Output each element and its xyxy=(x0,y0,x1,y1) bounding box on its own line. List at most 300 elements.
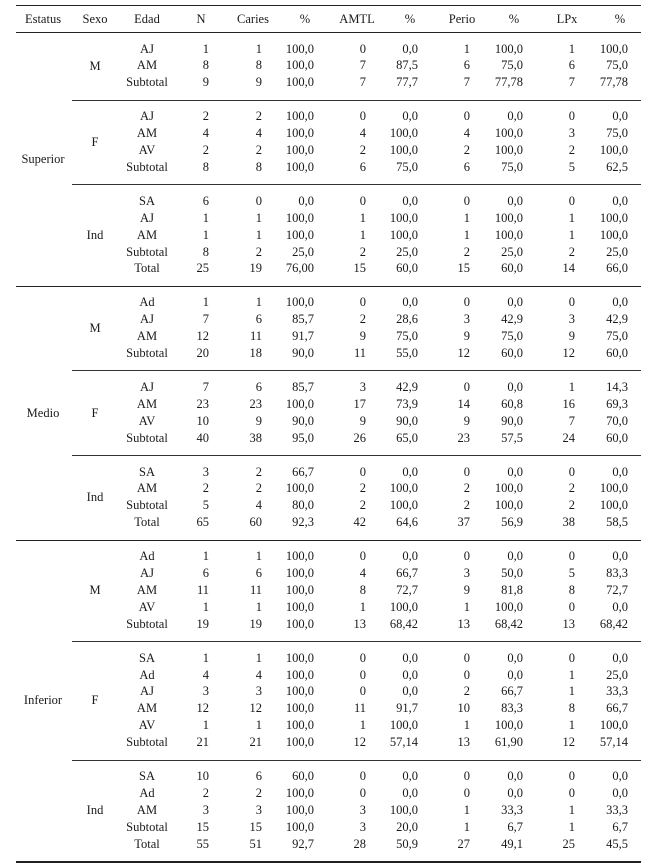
edad-cell: SA xyxy=(139,193,155,208)
value-cell-lpx: 1 xyxy=(568,210,575,225)
value-cell-perio: 1 xyxy=(463,718,470,733)
value-cell-lpx: 2 xyxy=(568,481,575,496)
edad-cell: AJ xyxy=(140,109,154,124)
edad-cell: Subtotal xyxy=(126,735,168,750)
value-cell-p1: 100,0 xyxy=(285,701,314,716)
value-cell-amtl: 0 xyxy=(359,769,366,783)
value-cell-perio: 2 xyxy=(463,143,470,157)
edad-cell: AM xyxy=(136,582,158,597)
value-cell-perio: 12 xyxy=(457,346,470,360)
value-cell-perio: 0 xyxy=(463,769,470,783)
value-cell-p1: 85,7 xyxy=(292,312,314,327)
value-cell-p1: 100,0 xyxy=(285,227,314,242)
value-cell-amtl: 0 xyxy=(359,41,366,56)
value-cell-n: 5 xyxy=(202,498,209,513)
sexo-label: F xyxy=(91,135,99,149)
value-cell-amtl: 0 xyxy=(359,193,366,208)
value-cell-p2: 57,14 xyxy=(389,735,418,750)
value-cell-n: 12 xyxy=(196,329,209,344)
value-cell-p2: 50,9 xyxy=(396,836,418,851)
edad-cell: Ad xyxy=(139,785,155,800)
edad-cell: Subtotal xyxy=(126,498,168,513)
value-cell-caries: 23 xyxy=(249,396,262,411)
value-cell-p4: 6,7 xyxy=(612,819,628,834)
value-cell-p1: 100,0 xyxy=(285,126,314,141)
value-cell-n: 7 xyxy=(202,379,209,394)
value-cell-lpx: 12 xyxy=(562,735,575,750)
value-cell-p4: 100,0 xyxy=(599,481,628,496)
value-cell-p1: 100,0 xyxy=(285,58,314,73)
value-cell-n: 10 xyxy=(196,413,209,428)
value-cell-p1: 90,0 xyxy=(292,346,314,360)
value-cell-perio: 0 xyxy=(463,667,470,682)
value-cell-p2: 66,7 xyxy=(396,566,418,580)
value-cell-n: 19 xyxy=(196,616,209,631)
value-cell-perio: 1 xyxy=(463,599,470,614)
sexo-label: F xyxy=(91,693,99,708)
value-cell-caries: 1 xyxy=(255,210,262,225)
header-pct4: % xyxy=(614,12,626,26)
value-cell-lpx: 0 xyxy=(568,464,575,479)
value-cell-caries: 60 xyxy=(249,515,262,530)
value-cell-p2: 72,7 xyxy=(396,582,418,597)
value-cell-amtl: 2 xyxy=(359,481,366,496)
value-cell-perio: 0 xyxy=(463,650,470,665)
value-cell-p1: 100,0 xyxy=(285,802,314,817)
value-cell-p2: 100,0 xyxy=(389,498,418,513)
value-cell-n: 40 xyxy=(196,430,209,445)
edad-cell: SA xyxy=(139,464,155,479)
value-cell-amtl: 4 xyxy=(359,566,366,580)
value-cell-amtl: 0 xyxy=(359,785,366,800)
value-cell-amtl: 1 xyxy=(359,227,366,242)
value-cell-perio: 2 xyxy=(463,244,470,259)
value-cell-n: 7 xyxy=(202,312,209,327)
value-cell-amtl: 2 xyxy=(359,244,366,259)
value-cell-p4: 25,0 xyxy=(606,244,628,259)
value-cell-lpx: 8 xyxy=(568,582,575,597)
value-cell-amtl: 42 xyxy=(353,515,366,530)
value-cell-p4: 0,0 xyxy=(612,193,628,208)
header-perio: Perio xyxy=(448,12,476,26)
header-n: N xyxy=(196,12,206,26)
value-cell-lpx: 24 xyxy=(562,430,575,445)
value-cell-caries: 3 xyxy=(255,684,262,699)
value-cell-n: 21 xyxy=(196,735,209,750)
value-cell-perio: 10 xyxy=(457,701,470,716)
value-cell-p3: 100,0 xyxy=(494,126,523,141)
value-cell-caries: 15 xyxy=(249,819,262,834)
edad-cell: Subtotal xyxy=(126,430,168,445)
value-cell-perio: 23 xyxy=(457,430,470,445)
value-cell-p1: 76,00 xyxy=(285,261,314,276)
value-cell-p3: 6,7 xyxy=(507,819,523,834)
value-cell-p4: 62,5 xyxy=(606,159,628,174)
value-cell-amtl: 2 xyxy=(359,143,366,157)
value-cell-lpx: 1 xyxy=(568,667,575,682)
value-cell-perio: 0 xyxy=(463,193,470,208)
value-cell-perio: 0 xyxy=(463,379,470,394)
value-cell-n: 3 xyxy=(202,802,209,817)
value-cell-caries: 3 xyxy=(255,802,262,817)
value-cell-p4: 25,0 xyxy=(606,667,628,682)
value-cell-n: 12 xyxy=(196,701,209,716)
edad-cell: AJ xyxy=(140,684,154,699)
value-cell-lpx: 1 xyxy=(568,41,575,56)
value-cell-amtl: 28 xyxy=(353,836,366,851)
edad-cell: Ad xyxy=(139,295,155,310)
header-edad: Edad xyxy=(134,12,160,26)
value-cell-perio: 2 xyxy=(463,481,470,496)
value-cell-p2: 28,6 xyxy=(396,312,418,327)
value-cell-n: 1 xyxy=(202,227,209,242)
value-cell-p1: 100,0 xyxy=(285,667,314,682)
value-cell-p2: 100,0 xyxy=(389,718,418,733)
value-cell-p3: 56,9 xyxy=(501,515,523,530)
value-cell-p3: 83,3 xyxy=(501,701,523,716)
group-separator xyxy=(72,100,641,101)
value-cell-p4: 66,7 xyxy=(606,701,628,716)
value-cell-lpx: 5 xyxy=(568,566,575,580)
edad-cell: AM xyxy=(136,701,158,716)
value-cell-p1: 100,0 xyxy=(285,599,314,614)
value-cell-p4: 0,0 xyxy=(612,650,628,665)
value-cell-n: 6 xyxy=(202,566,209,580)
value-cell-amtl: 0 xyxy=(359,549,366,564)
value-cell-perio: 0 xyxy=(463,785,470,800)
value-cell-perio: 13 xyxy=(457,616,470,631)
edad-cell: AJ xyxy=(140,566,154,580)
value-cell-p2: 0,0 xyxy=(402,667,418,682)
header-lpx: LPx xyxy=(556,12,578,26)
value-cell-p3: 61,90 xyxy=(494,735,523,750)
value-cell-caries: 0 xyxy=(255,193,262,208)
value-cell-p2: 100,0 xyxy=(389,126,418,141)
value-cell-p2: 91,7 xyxy=(396,701,418,716)
value-cell-n: 3 xyxy=(202,464,209,479)
value-cell-p4: 100,0 xyxy=(599,227,628,242)
value-cell-perio: 1 xyxy=(463,819,470,834)
value-cell-p3: 60,0 xyxy=(501,346,523,360)
value-cell-lpx: 0 xyxy=(568,650,575,665)
value-cell-p4: 0,0 xyxy=(612,599,628,614)
sexo-label: Ind xyxy=(86,803,104,818)
value-cell-p3: 75,0 xyxy=(501,329,523,344)
value-cell-perio: 1 xyxy=(463,41,470,56)
value-cell-p3: 33,3 xyxy=(501,802,523,817)
value-cell-perio: 4 xyxy=(463,126,470,141)
value-cell-p2: 20,0 xyxy=(396,819,418,834)
value-cell-caries: 8 xyxy=(255,58,262,73)
value-cell-p1: 100,0 xyxy=(285,566,314,580)
edad-cell: Total xyxy=(134,515,160,530)
value-cell-p1: 100,0 xyxy=(285,718,314,733)
value-cell-n: 15 xyxy=(196,819,209,834)
value-cell-p3: 49,1 xyxy=(501,836,523,851)
edad-cell: AM xyxy=(136,396,158,411)
value-cell-amtl: 2 xyxy=(359,498,366,513)
value-cell-lpx: 9 xyxy=(568,329,575,344)
group-separator xyxy=(72,370,641,371)
value-cell-amtl: 7 xyxy=(359,75,366,90)
value-cell-perio: 3 xyxy=(463,566,470,580)
value-cell-p3: 57,5 xyxy=(501,430,523,445)
value-cell-p3: 0,0 xyxy=(507,193,523,208)
value-cell-p3: 100,0 xyxy=(494,41,523,56)
value-cell-p2: 0,0 xyxy=(402,193,418,208)
value-cell-perio: 27 xyxy=(457,836,470,851)
group-separator xyxy=(72,760,641,761)
header-pct2: % xyxy=(404,12,416,26)
value-cell-lpx: 6 xyxy=(568,58,575,73)
value-cell-p1: 100,0 xyxy=(285,549,314,564)
value-cell-amtl: 11 xyxy=(353,701,366,716)
group-separator xyxy=(72,641,641,642)
value-cell-caries: 21 xyxy=(249,735,262,750)
estatus-label: Inferior xyxy=(23,693,63,708)
value-cell-perio: 7 xyxy=(463,75,470,90)
value-cell-amtl: 11 xyxy=(353,346,366,360)
value-cell-amtl: 3 xyxy=(359,802,366,817)
value-cell-lpx: 3 xyxy=(568,312,575,327)
edad-cell: SA xyxy=(139,769,155,783)
value-cell-n: 2 xyxy=(202,785,209,800)
value-cell-caries: 2 xyxy=(255,464,262,479)
value-cell-p3: 60,0 xyxy=(501,261,523,276)
value-cell-p2: 77,7 xyxy=(396,75,418,90)
value-cell-p2: 0,0 xyxy=(402,295,418,310)
value-cell-amtl: 1 xyxy=(359,210,366,225)
value-cell-caries: 6 xyxy=(255,379,262,394)
value-cell-perio: 1 xyxy=(463,210,470,225)
value-cell-p4: 0,0 xyxy=(612,464,628,479)
value-cell-lpx: 2 xyxy=(568,244,575,259)
value-cell-amtl: 3 xyxy=(359,819,366,834)
value-cell-caries: 12 xyxy=(249,701,262,716)
value-cell-caries: 4 xyxy=(255,126,262,141)
value-cell-amtl: 7 xyxy=(359,58,366,73)
edad-cell: Subtotal xyxy=(126,244,168,259)
value-cell-perio: 0 xyxy=(463,464,470,479)
value-cell-amtl: 15 xyxy=(353,261,366,276)
value-cell-perio: 0 xyxy=(463,109,470,124)
value-cell-p4: 66,0 xyxy=(606,261,628,276)
value-cell-p4: 58,5 xyxy=(606,515,628,530)
bottom-rule xyxy=(16,861,641,863)
value-cell-p4: 77,78 xyxy=(599,75,628,90)
value-cell-lpx: 38 xyxy=(562,515,575,530)
value-cell-caries: 2 xyxy=(255,109,262,124)
value-cell-p2: 100,0 xyxy=(389,481,418,496)
value-cell-p2: 75,0 xyxy=(396,329,418,344)
value-cell-lpx: 0 xyxy=(568,785,575,800)
edad-cell: AV xyxy=(138,143,156,157)
edad-cell: AM xyxy=(136,227,158,242)
value-cell-p1: 100,0 xyxy=(285,109,314,124)
value-cell-caries: 19 xyxy=(249,616,262,631)
value-cell-amtl: 9 xyxy=(359,329,366,344)
value-cell-perio: 2 xyxy=(463,684,470,699)
value-cell-p4: 57,14 xyxy=(599,735,628,750)
value-cell-perio: 9 xyxy=(463,582,470,597)
value-cell-n: 11 xyxy=(196,582,209,597)
value-cell-p4: 100,0 xyxy=(599,498,628,513)
estatus-rule xyxy=(16,286,641,287)
value-cell-n: 8 xyxy=(202,58,209,73)
edad-cell: AV xyxy=(138,413,156,428)
value-cell-p3: 100,0 xyxy=(494,143,523,157)
value-cell-lpx: 0 xyxy=(568,549,575,564)
sexo-label: M xyxy=(89,58,101,73)
value-cell-p3: 0,0 xyxy=(507,295,523,310)
value-cell-p2: 0,0 xyxy=(402,785,418,800)
value-cell-perio: 0 xyxy=(463,549,470,564)
value-cell-p2: 0,0 xyxy=(402,684,418,699)
value-cell-p1: 60,0 xyxy=(292,769,314,783)
edad-cell: AV xyxy=(138,718,156,733)
value-cell-caries: 2 xyxy=(255,143,262,157)
value-cell-p3: 75,0 xyxy=(501,58,523,73)
value-cell-amtl: 1 xyxy=(359,718,366,733)
value-cell-n: 3 xyxy=(202,684,209,699)
value-cell-p3: 75,0 xyxy=(501,159,523,174)
value-cell-p3: 100,0 xyxy=(494,227,523,242)
value-cell-n: 1 xyxy=(202,41,209,56)
value-cell-p4: 0,0 xyxy=(612,109,628,124)
value-cell-p3: 100,0 xyxy=(494,481,523,496)
value-cell-p2: 25,0 xyxy=(396,244,418,259)
value-cell-lpx: 25 xyxy=(562,836,575,851)
value-cell-p3: 0,0 xyxy=(507,464,523,479)
edad-cell: AM xyxy=(136,329,158,344)
value-cell-p4: 100,0 xyxy=(599,210,628,225)
edad-cell: AV xyxy=(138,599,156,614)
value-cell-p2: 0,0 xyxy=(402,41,418,56)
value-cell-n: 4 xyxy=(202,126,209,141)
value-cell-p4: 75,0 xyxy=(606,329,628,344)
value-cell-lpx: 16 xyxy=(562,396,575,411)
value-cell-n: 20 xyxy=(196,346,209,360)
value-cell-p3: 0,0 xyxy=(507,650,523,665)
value-cell-amtl: 0 xyxy=(359,667,366,682)
value-cell-amtl: 17 xyxy=(353,396,366,411)
value-cell-caries: 1 xyxy=(255,227,262,242)
value-cell-p1: 100,0 xyxy=(285,785,314,800)
value-cell-p4: 100,0 xyxy=(599,718,628,733)
edad-cell: Subtotal xyxy=(126,616,168,631)
value-cell-p2: 100,0 xyxy=(389,802,418,817)
value-cell-caries: 11 xyxy=(249,582,262,597)
value-cell-p3: 25,0 xyxy=(501,244,523,259)
value-cell-p3: 90,0 xyxy=(501,413,523,428)
value-cell-amtl: 0 xyxy=(359,650,366,665)
value-cell-p3: 0,0 xyxy=(507,379,523,394)
value-cell-p3: 60,8 xyxy=(501,396,523,411)
value-cell-lpx: 1 xyxy=(568,819,575,834)
value-cell-perio: 9 xyxy=(463,329,470,344)
value-cell-lpx: 0 xyxy=(568,193,575,208)
value-cell-p2: 73,9 xyxy=(396,396,418,411)
value-cell-amtl: 1 xyxy=(359,599,366,614)
value-cell-n: 9 xyxy=(202,75,209,90)
value-cell-lpx: 7 xyxy=(568,413,575,428)
sexo-label: M xyxy=(89,321,101,336)
value-cell-p2: 0,0 xyxy=(402,464,418,479)
value-cell-lpx: 13 xyxy=(562,616,575,631)
value-cell-amtl: 2 xyxy=(359,312,366,327)
value-cell-p4: 75,0 xyxy=(606,126,628,141)
value-cell-p3: 100,0 xyxy=(494,718,523,733)
value-cell-caries: 1 xyxy=(255,295,262,310)
value-cell-p1: 100,0 xyxy=(285,735,314,750)
value-cell-n: 2 xyxy=(202,481,209,496)
value-cell-p2: 87,5 xyxy=(396,58,418,73)
value-cell-p1: 66,7 xyxy=(292,464,314,479)
value-cell-caries: 11 xyxy=(249,329,262,344)
group-separator xyxy=(72,184,641,185)
value-cell-perio: 1 xyxy=(463,227,470,242)
value-cell-n: 6 xyxy=(202,193,209,208)
value-cell-lpx: 3 xyxy=(568,126,575,141)
edad-cell: AJ xyxy=(140,41,154,56)
value-cell-p3: 0,0 xyxy=(507,769,523,783)
value-cell-perio: 1 xyxy=(463,802,470,817)
edad-cell: Subtotal xyxy=(126,75,168,90)
value-cell-perio: 15 xyxy=(457,261,470,276)
sexo-label: Ind xyxy=(86,228,104,243)
edad-cell: SA xyxy=(139,650,155,665)
value-cell-p3: 0,0 xyxy=(507,109,523,124)
value-cell-amtl: 6 xyxy=(359,159,366,174)
value-cell-caries: 2 xyxy=(255,481,262,496)
edad-cell: Subtotal xyxy=(126,819,168,834)
value-cell-p4: 100,0 xyxy=(599,41,628,56)
value-cell-lpx: 1 xyxy=(568,227,575,242)
value-cell-p3: 100,0 xyxy=(494,599,523,614)
value-cell-p4: 33,3 xyxy=(606,802,628,817)
value-cell-p1: 92,7 xyxy=(292,836,314,851)
value-cell-p4: 45,5 xyxy=(606,836,628,851)
header-amtl: AMTL xyxy=(339,12,375,26)
value-cell-p4: 60,0 xyxy=(606,346,628,360)
edad-cell: AM xyxy=(136,481,158,496)
value-cell-amtl: 0 xyxy=(359,464,366,479)
value-cell-p3: 0,0 xyxy=(507,785,523,800)
value-cell-p4: 33,3 xyxy=(606,684,628,699)
value-cell-p3: 100,0 xyxy=(494,498,523,513)
value-cell-p1: 0,0 xyxy=(298,193,314,208)
header-estatus: Estatus xyxy=(24,12,62,26)
value-cell-p2: 0,0 xyxy=(402,549,418,564)
value-cell-n: 1 xyxy=(202,650,209,665)
edad-cell: AJ xyxy=(140,312,154,327)
value-cell-perio: 13 xyxy=(457,735,470,750)
value-cell-p2: 100,0 xyxy=(389,143,418,157)
value-cell-p1: 85,7 xyxy=(292,379,314,394)
value-cell-p3: 81,8 xyxy=(501,582,523,597)
value-cell-p4: 83,3 xyxy=(606,566,628,580)
value-cell-n: 1 xyxy=(202,210,209,225)
header-pct1: % xyxy=(299,12,311,26)
value-cell-p2: 0,0 xyxy=(402,109,418,124)
value-cell-p2: 100,0 xyxy=(389,227,418,242)
value-cell-p1: 100,0 xyxy=(285,481,314,496)
header-pct3: % xyxy=(508,12,520,26)
edad-cell: Subtotal xyxy=(126,346,168,360)
value-cell-n: 4 xyxy=(202,667,209,682)
value-cell-p3: 66,7 xyxy=(501,684,523,699)
value-cell-perio: 6 xyxy=(463,159,470,174)
